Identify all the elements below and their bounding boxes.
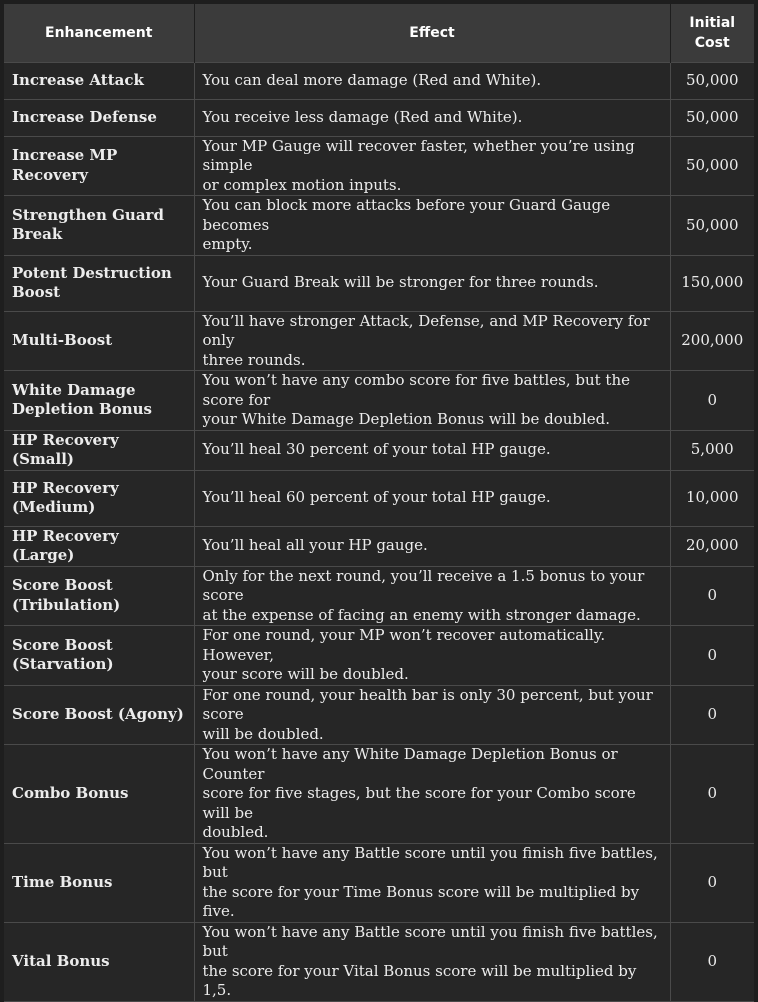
table-row <box>4 136 754 196</box>
enhancement-name-cell: Multi-Boost <box>4 311 194 371</box>
enhancement-name-cell: Vital Bonus <box>4 922 194 1001</box>
effect-cell: You can block more attacks before your Guard Gauge becomes empty. <box>194 196 670 256</box>
effect-cell: For one round, your MP won’t recover automatically. However, your score will be doubled. <box>194 626 670 686</box>
table-row <box>4 843 754 922</box>
enhancement-name-cell: Score Boost (Agony) <box>4 685 194 745</box>
initial-cost-cell: 0 <box>670 371 754 431</box>
initial-cost-cell: 0 <box>670 843 754 922</box>
initial-cost-cell: 50,000 <box>670 62 754 99</box>
enhancement-name-cell: Potent Destruction Boost <box>4 255 194 311</box>
enhancement-name-cell: Time Bonus <box>4 843 194 922</box>
table-body <box>4 62 754 1001</box>
table-row <box>4 99 754 136</box>
table-row <box>4 470 754 526</box>
effect-cell: You receive less damage (Red and White). <box>194 99 670 136</box>
table-row <box>4 745 754 844</box>
initial-cost-cell: 50,000 <box>670 136 754 196</box>
enhancement-name-cell: White Damage Depletion Bonus <box>4 371 194 431</box>
initial-cost-cell: 10,000 <box>670 470 754 526</box>
enhancement-name-cell: Score Boost (Tribulation) <box>4 566 194 626</box>
effect-cell: You won’t have any Battle score until you finish five battles, but the score for your Time Bonus score will be multiplied by five. <box>194 843 670 922</box>
initial-cost-cell: 0 <box>670 922 754 1001</box>
effect-cell: You won’t have any combo score for five battles, but the score for your White Damage Depletion Bonus will be doubled. <box>194 371 670 431</box>
initial-cost-cell: 0 <box>670 626 754 686</box>
initial-cost-cell: 20,000 <box>670 526 754 566</box>
enhancement-name-cell: Score Boost (Starvation) <box>4 626 194 686</box>
enhancement-name-cell: Increase Defense <box>4 99 194 136</box>
header-initial-cost: Initial Cost <box>670 4 754 62</box>
effect-cell: You’ll heal 60 percent of your total HP gauge. <box>194 470 670 526</box>
effect-cell: You’ll heal all your HP gauge. <box>194 526 670 566</box>
table-header <box>4 4 754 62</box>
effect-cell: You won’t have any Battle score until you finish five battles, but the score for your Vital Bonus score will be multiplied by 1,5. <box>194 922 670 1001</box>
effect-cell: Your MP Gauge will recover faster, whether you’re using simple or complex motion inputs. <box>194 136 670 196</box>
enhancement-name-cell: HP Recovery (Large) <box>4 526 194 566</box>
table-row <box>4 566 754 626</box>
enhancement-name-cell: Increase Attack <box>4 62 194 99</box>
enhancement-name-cell: HP Recovery (Medium) <box>4 470 194 526</box>
table-row <box>4 626 754 686</box>
table-row <box>4 371 754 431</box>
initial-cost-cell: 200,000 <box>670 311 754 371</box>
enhancement-name-cell: Combo Bonus <box>4 745 194 844</box>
initial-cost-cell: 50,000 <box>670 196 754 256</box>
effect-cell: You’ll heal 30 percent of your total HP gauge. <box>194 430 670 470</box>
enhancement-name-cell: Increase MP Recovery <box>4 136 194 196</box>
effect-cell: You won’t have any White Damage Depletion Bonus or Counter score for five stages, but the score for your Combo score will be doubled. <box>194 745 670 844</box>
table-row <box>4 685 754 745</box>
enhancements-table <box>4 4 754 1002</box>
initial-cost-cell: 0 <box>670 566 754 626</box>
effect-cell: You can deal more damage (Red and White). <box>194 62 670 99</box>
effect-cell: Your Guard Break will be stronger for three rounds. <box>194 255 670 311</box>
table-row <box>4 62 754 99</box>
table-row <box>4 255 754 311</box>
initial-cost-cell: 0 <box>670 745 754 844</box>
table-row <box>4 196 754 256</box>
effect-cell: Only for the next round, you’ll receive a 1.5 bonus to your score at the expense of facing an enemy with stronger damage. <box>194 566 670 626</box>
effect-cell: You’ll have stronger Attack, Defense, and MP Recovery for only three rounds. <box>194 311 670 371</box>
header-enhancement: Enhancement <box>4 4 194 62</box>
initial-cost-cell: 5,000 <box>670 430 754 470</box>
header-row <box>4 4 754 62</box>
enhancement-name-cell: Strengthen Guard Break <box>4 196 194 256</box>
table-row <box>4 526 754 566</box>
table-row <box>4 430 754 470</box>
initial-cost-cell: 150,000 <box>670 255 754 311</box>
table-row <box>4 922 754 1001</box>
initial-cost-cell: 0 <box>670 685 754 745</box>
enhancement-name-cell: HP Recovery (Small) <box>4 430 194 470</box>
initial-cost-cell: 50,000 <box>670 99 754 136</box>
table-row <box>4 311 754 371</box>
effect-cell: For one round, your health bar is only 30 percent, but your score will be doubled. <box>194 685 670 745</box>
header-effect: Effect <box>194 4 670 62</box>
